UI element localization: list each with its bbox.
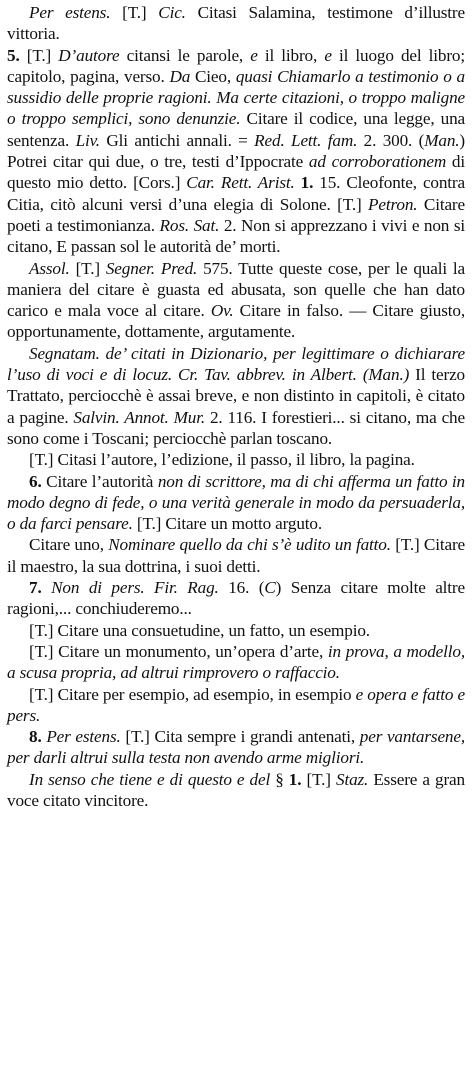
- text-run: Essere a gran voce citato vincitore.: [7, 769, 465, 810]
- sense-number: 1.: [300, 173, 314, 193]
- text-run: Gli antichi annali. =: [99, 130, 255, 150]
- text-run: 16. (: [218, 578, 265, 598]
- italic-run: Segnatam. de’ citati in Dizionario, per legittimare o dichiarare l’uso di voci e di locuz. Cr. Tav. abbrev. in Albert. (Man.): [7, 343, 465, 385]
- text-run: ) Potrei citar qui due, o tre, testi d’Ippocrate: [7, 130, 465, 172]
- entry-paragraph: [7, 577, 465, 620]
- entry-paragraph: [7, 534, 465, 577]
- text-run: [T.] Citare per esempio, ad esempio, in esempio: [29, 684, 356, 704]
- entry-paragraph: [7, 620, 465, 641]
- text-run: [T.] Citasi l’autore, l’edizione, il passo, il libro, la pagina.: [29, 450, 415, 470]
- text-run: Citare uno,: [29, 535, 109, 555]
- entry-paragraph: [7, 726, 465, 769]
- italic-run: Assol.: [29, 258, 70, 278]
- text-run: citansi le parole,: [119, 45, 251, 65]
- text-run: Citare poeti a testimonianza.: [7, 194, 465, 235]
- text-run: [T.] Citare un monumento, un’opera d’arte,: [29, 641, 328, 661]
- italic-run: Ov.: [210, 301, 234, 321]
- italic-run: Cic.: [158, 3, 186, 22]
- italic-run: Liv.: [75, 130, 100, 150]
- entry-paragraph: [7, 258, 465, 343]
- italic-run: Ros. Sat.: [159, 215, 220, 235]
- italic-run: Per estens.: [29, 3, 111, 22]
- italic-run: In senso che tiene e di questo e del: [29, 769, 271, 789]
- italic-run: e: [250, 45, 258, 65]
- entry-paragraph: [7, 641, 465, 684]
- italic-run: Segner. Pred.: [105, 258, 198, 278]
- sense-number: 5.: [7, 45, 20, 65]
- italic-run: e: [324, 45, 332, 65]
- sense-number: 6.: [29, 471, 42, 491]
- italic-run: Da: [169, 66, 191, 86]
- text-run: §: [270, 769, 289, 789]
- text-run: 2. Non si apprezzano i vivi e non si citano, E passan sol le autorità de’ morti.: [7, 215, 465, 257]
- sense-number: 8.: [29, 727, 42, 747]
- italic-run: in prova, a modello, a scusa propria, ad altrui rimprovero o raffaccio.: [7, 641, 465, 683]
- italic-run: Non di pers. Fir. Rag.: [51, 578, 219, 598]
- text-run: Citare il codice, una legge, una sentenza.: [7, 109, 465, 150]
- text-run: Citasi Salamina, testimone d’illustre vittoria.: [7, 3, 465, 44]
- text-run: 15. Cleofonte, contra Citia, citò alcuni versi d’una elegia di Solone. [T.]: [7, 173, 465, 214]
- text-run: Citare in falso. — Citare giusto, opportunamente, dottamente, argutamente.: [7, 301, 465, 342]
- text-run: 575. Tutte queste cose, per le quali la maniera del citare è guasta ed abusata, son quelle che han dato carico e mala voce al citare.: [7, 258, 465, 321]
- text-run: Citare l’autorità: [41, 471, 158, 491]
- entry-paragraph: [7, 684, 465, 727]
- italic-run: Salvin. Annot. Mur.: [73, 407, 206, 427]
- text-run: [T.] Cita sempre i grandi antenati,: [120, 727, 360, 747]
- italic-run: Staz.: [336, 769, 369, 789]
- italic-run: non di scrittore, ma di chi afferma un fatto in modo degno di fede, o una verità generale in modo da persuaderla, o da farci pensare.: [7, 471, 465, 534]
- text-run: 2. 116. I forestieri... si citano, ma che sono come i Toscani; perciocchè parlan toscano.: [7, 407, 465, 448]
- text-run: il luogo del libro; capitolo, pagina, verso.: [7, 45, 465, 86]
- entry-paragraph: [7, 769, 465, 812]
- text-run: [T.] Citare il maestro, la sua dottrina, i suoi detti.: [7, 535, 466, 576]
- text-run: Cieo,: [190, 66, 236, 86]
- text-run: ) Senza citare molte altre ragioni,... conchiuderemo...: [7, 578, 465, 619]
- entry-paragraph: [7, 449, 465, 470]
- italic-run: Petron.: [368, 194, 418, 214]
- italic-run: per vantarsene, per darli altrui sulla testa non avendo arme migliori.: [7, 727, 465, 768]
- text-run: [42, 578, 52, 597]
- sense-number: 1.: [288, 769, 302, 789]
- italic-run: quasi Chiamarlo a testimonio o a sussidio delle proprie ragioni. Ma certe citazioni, o troppo maligne o troppo semplici, sono denunzie.: [7, 66, 465, 129]
- entry-paragraph: [7, 2, 465, 45]
- italic-run: C: [264, 578, 276, 598]
- italic-run: Nominare quello da chi s’è udito un fatto.: [108, 535, 391, 555]
- sense-number: 7.: [29, 578, 42, 598]
- italic-run: Red. Lett. fam.: [254, 130, 358, 150]
- text-run: Il terzo Trattato, perciocchè è assai breve, e non distinto in capitoli, è citato a pagine.: [7, 365, 465, 427]
- italic-run: Man.: [424, 130, 460, 150]
- text-run: 2. 300. (: [357, 130, 425, 150]
- italic-run: e opera e fatto e pers.: [7, 684, 465, 725]
- italic-run: Per estens.: [46, 727, 121, 747]
- text-run: di questo mio detto. [Cors.]: [7, 152, 466, 193]
- text-run: [T.]: [69, 258, 106, 278]
- text-run: il libro,: [257, 45, 325, 65]
- text-run: [T.] Citare un motto arguto.: [132, 514, 323, 534]
- entry-paragraph: [7, 45, 465, 258]
- italic-run: ad corroborationem: [308, 152, 447, 172]
- text-run: [T.]: [19, 45, 59, 65]
- italic-run: Car. Rett. Arist.: [186, 173, 295, 193]
- entry-paragraph: [7, 343, 465, 449]
- text-run: [T.]: [301, 769, 336, 789]
- italic-run: D’autore: [58, 45, 120, 65]
- text-run: [T.]: [110, 3, 159, 22]
- text-run: [T.] Citare una consuetudine, un fatto, un esempio.: [29, 620, 370, 640]
- entry-paragraph: [7, 471, 465, 535]
